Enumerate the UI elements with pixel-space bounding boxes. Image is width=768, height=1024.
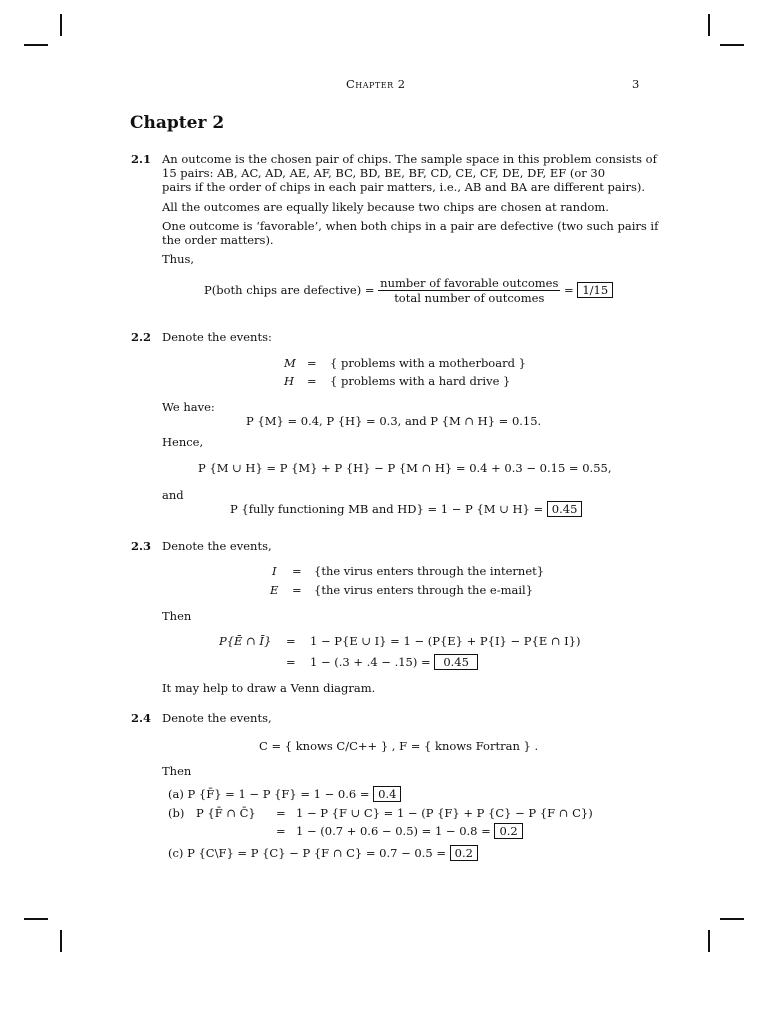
p21-para1-line1: An outcome is the chosen pair of chips. The sample space in this problem consists of [162,152,657,166]
p24-c-answer-box: 0.2 [450,845,478,861]
p23-event-i-eq: = [292,564,302,578]
crop-mark-top-left-v [60,14,62,36]
p22-we-have: We have: [162,400,215,414]
crop-mark-bottom-left-h [24,918,48,920]
p23-note: It may help to draw a Venn diagram. [162,681,376,695]
p24-events-line: C = { knows C/C++ } , F = { knows Fortran } . [259,739,539,753]
p23-event-i-sym: I [272,564,277,578]
crop-mark-bottom-right-v [708,930,710,952]
p23-event-e-eq: = [292,583,302,597]
p21-para3-line1: One outcome is ‘favorable’, when both chips in a pair are defective (two such pairs if [162,219,659,233]
p22-event-h-sym: H [284,374,295,388]
p22-union-line: P {M ∪ H} = P {M} + P {H} − P {M ∩ H} = 0.4 + 0.3 − 0.15 = 0.55, [198,461,612,475]
p23-then: Then [162,609,192,623]
p23-row2-eq: = [286,655,296,669]
p23-intro: Denote the events, [162,539,272,553]
p23-event-i-desc: {the virus enters through the internet} [314,564,545,578]
crop-mark-bottom-right-h [720,918,744,920]
p24-part-c [168,846,478,861]
page-number: 3 [632,77,640,91]
crop-mark-bottom-left-v [60,930,62,952]
p24-c-expr: P {C\F} = P {C} − P {F ∩ C} = 0.7 − 0.5 = [187,846,446,860]
p22-event-m-desc: { problems with a motherboard } [330,356,526,370]
p22-event-h-eq: = [307,374,317,388]
p24-b-rhs1: 1 − P {F ∪ C} = 1 − (P {F} + P {C} − P {F ∩ C}) [296,806,593,820]
p22-event-h-desc: { problems with a hard drive } [330,374,511,388]
p21-thus: Thus, [162,252,195,266]
crop-mark-top-right-v [708,14,710,36]
p24-b-rhs2: 1 − (0.7 + 0.6 − 0.5) = 1 − 0.8 = [296,824,491,838]
p24-b-row2 [296,824,523,839]
p22-result-line [230,502,582,517]
p24-then: Then [162,764,192,778]
p22-event-m-sym: M [284,356,296,370]
p21-frac-numerator: number of favorable outcomes [380,276,559,290]
p24-intro: Denote the events, [162,711,272,725]
p22-event-m-eq: = [307,356,317,370]
p24-b-eq2: = [276,824,286,838]
p21-eq-lhs: P(both chips are defective) = [204,283,375,297]
crop-mark-top-right-h [720,44,744,46]
p24-c-label: (c) [168,846,184,860]
problem-number-2-2: 2.2 [131,330,152,344]
p22-hence: Hence, [162,435,204,449]
chapter-title: Chapter 2 [130,113,225,133]
p23-row2 [310,655,478,670]
problem-number-2-3: 2.3 [131,539,152,553]
crop-mark-top-left-h [24,44,48,46]
p21-equation [204,276,613,305]
p21-para3-line2: the order matters). [162,233,274,247]
p24-a-expr: P {F̄} = 1 − P {F} = 1 − 0.6 = [187,787,370,801]
p24-part-a [168,787,401,802]
p21-para2: All the outcomes are equally likely because two chips are chosen at random. [162,200,609,214]
p21-eq-equals: = [564,283,574,297]
p23-answer-box: 0.45 [434,654,478,670]
p23-row1-eq: = [286,634,296,648]
p22-probabilities-line: P {M} = 0.4, P {H} = 0.3, and P {M ∩ H} = 0.15. [246,414,542,428]
p24-b-lhs: P {F̄ ∩ C̄} [196,806,256,820]
p21-para1-line2: 15 pairs: AB, AC, AD, AE, AF, BC, BD, BE, BF, CD, CE, CF, DE, DF, EF (or 30 [162,166,606,180]
problem-number-2-1: 2.1 [131,152,152,166]
p24-b-answer-box: 0.2 [494,823,522,839]
p23-row1-lhs: P{Ē ∩ Ī} [219,634,272,648]
p21-para1-line3: pairs if the order of chips in each pair matters, i.e., AB and BA are different pairs). [162,180,645,194]
p22-intro: Denote the events: [162,330,272,344]
p23-event-e-sym: E [270,583,279,597]
p22-answer-box: 0.45 [547,501,583,517]
p23-row2-rhs: 1 − (.3 + .4 − .15) = [310,655,431,669]
p24-a-label: (a) [168,787,184,801]
problem-number-2-4: 2.4 [131,711,152,725]
p24-a-answer-box: 0.4 [373,786,401,802]
p21-answer-box: 1/15 [577,282,613,298]
p23-event-e-desc: {the virus enters through the e-mail} [314,583,534,597]
p24-b-label: (b) [168,806,185,820]
running-title: Chapter 2 [346,77,406,91]
p21-frac-denominator: total number of outcomes [394,291,545,305]
p24-b-eq1: = [276,806,286,820]
p21-fraction [378,276,560,305]
p23-row1-rhs: 1 − P{E ∪ I} = 1 − (P{E} + P{I} − P{E ∩ I}) [310,634,581,648]
p22-result-expr: P {fully functioning MB and HD} = 1 − P {M ∪ H} = [230,502,544,516]
p22-and: and [162,488,184,502]
